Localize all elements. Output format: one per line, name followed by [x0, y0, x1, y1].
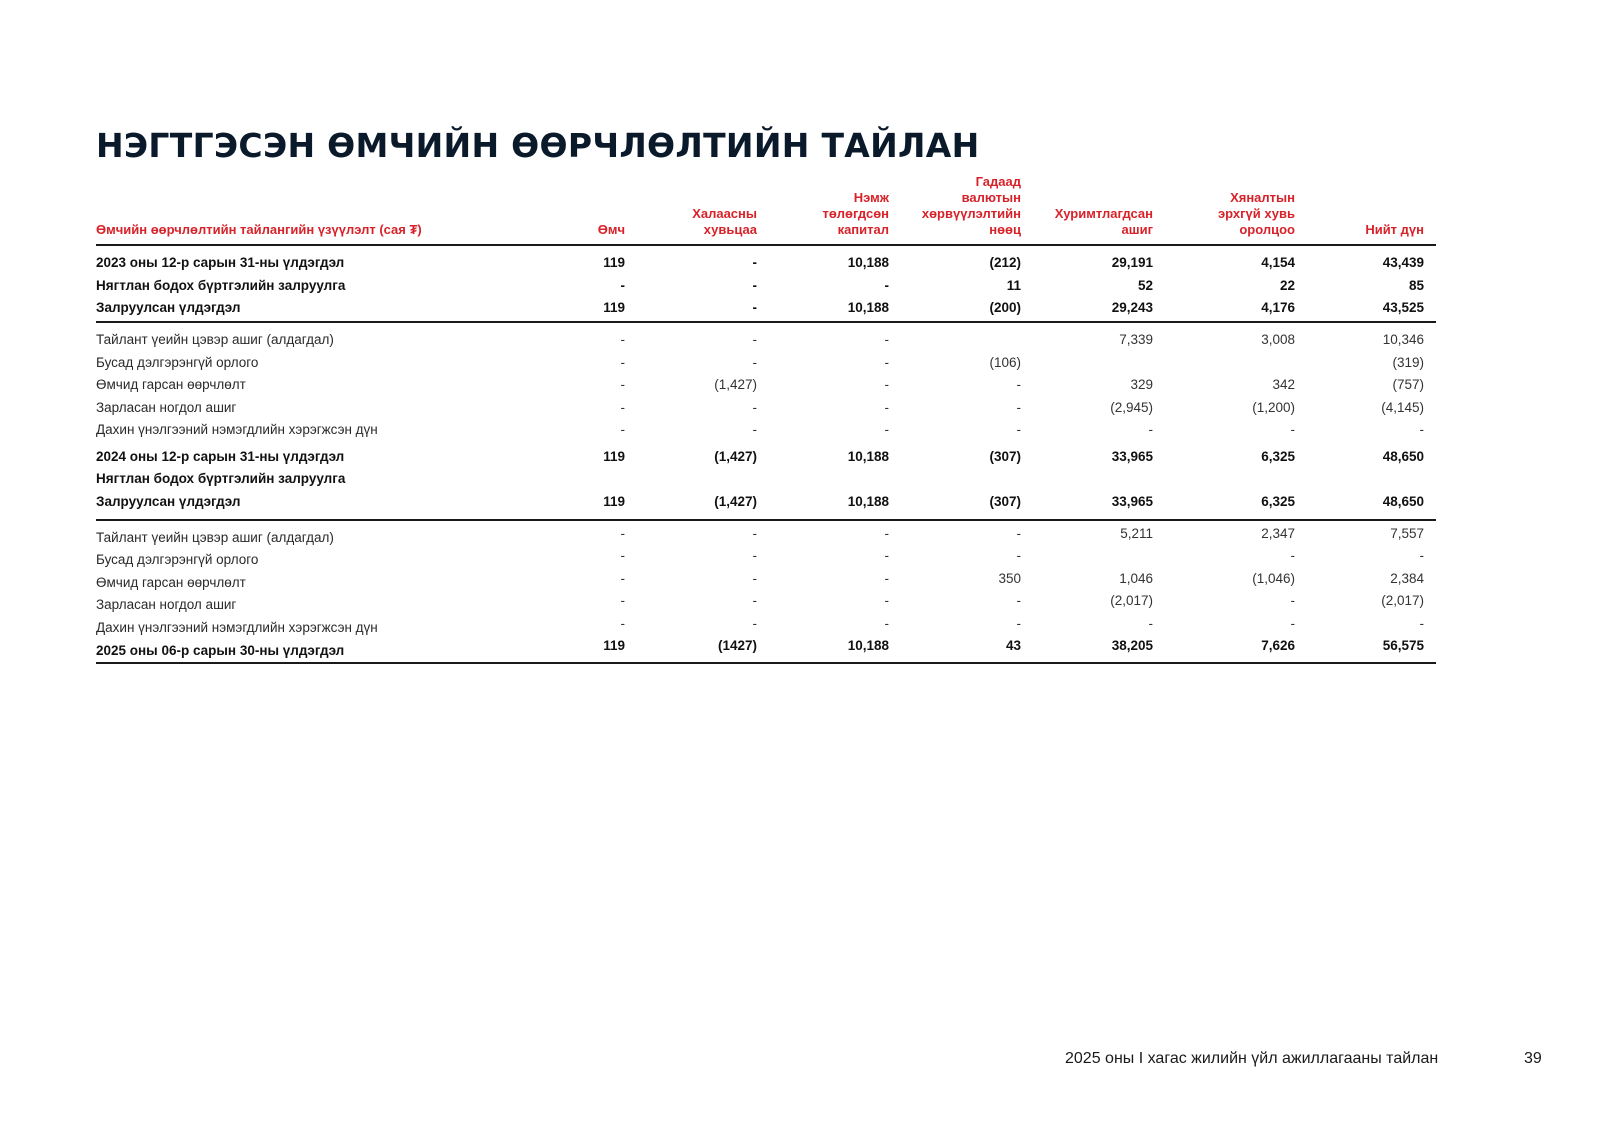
row-label: Дахин үнэлгээний нэмэгдлийн хэрэгжсэн дүн	[96, 422, 378, 437]
row-label: Нягтлан бодох бүртгэлийн залруулга	[96, 277, 346, 293]
cell: (757)	[1392, 377, 1424, 392]
table-row	[96, 491, 1436, 521]
cell: -	[884, 332, 889, 347]
cell: -	[884, 615, 889, 631]
cell: (1,046)	[1252, 570, 1295, 586]
table-row	[96, 613, 1436, 636]
row-label: 2025 оны 06-р сарын 30-ны үлдэгдэл	[96, 643, 345, 658]
cell: -	[620, 570, 625, 586]
cell: 7,557	[1390, 525, 1424, 541]
cell: -	[1148, 615, 1153, 631]
cell: 6,325	[1261, 493, 1295, 509]
row-label: Залруулсан үлдэгдэл	[96, 300, 241, 315]
cell: 56,575	[1382, 638, 1424, 653]
cell: -	[884, 422, 889, 437]
cell: 1,046	[1119, 570, 1153, 586]
cell: (1,427)	[714, 448, 757, 464]
table-row	[96, 419, 1436, 442]
row-label: Зарласан ногдол ашиг	[96, 399, 237, 415]
cell: (319)	[1392, 354, 1424, 370]
cell: -	[1290, 422, 1295, 437]
row-label: Дахин үнэлгээний нэмэгдлийн хэрэгжсэн дүн	[96, 619, 378, 635]
cell: -	[884, 277, 889, 293]
row-label: 2024 оны 12-р сарын 31-ны үлдэгдэл	[96, 448, 345, 464]
cell: -	[1419, 422, 1424, 437]
cell: 350	[998, 570, 1021, 586]
cell: -	[884, 377, 889, 392]
cell: -	[884, 399, 889, 415]
cell: (2,017)	[1381, 593, 1424, 608]
cell: -	[1016, 548, 1021, 563]
row-label: Тайлант үеийн цэвэр ашиг (алдагдал)	[96, 529, 334, 545]
row-label: Тайлант үеийн цэвэр ашиг (алдагдал)	[96, 332, 334, 347]
row-label: Зарласан ногдол ашиг	[96, 597, 237, 612]
cell: -	[620, 332, 625, 347]
cell: 43,439	[1382, 255, 1424, 270]
cell: 3,008	[1261, 332, 1295, 347]
cell: -	[620, 593, 625, 608]
cell: 29,191	[1111, 255, 1153, 270]
cell: -	[1290, 615, 1295, 631]
cell: -	[1290, 593, 1295, 608]
cell: -	[620, 399, 625, 415]
cell: 6,325	[1261, 448, 1295, 464]
cell: 33,965	[1111, 448, 1153, 464]
cell: -	[752, 422, 757, 437]
table-row	[96, 275, 1436, 298]
cell: 7,339	[1119, 332, 1153, 347]
table-row	[96, 352, 1436, 375]
cell: -	[620, 525, 625, 541]
cell: -	[884, 593, 889, 608]
table-row	[96, 545, 1436, 568]
cell: 119	[603, 448, 625, 464]
cell: 119	[603, 255, 625, 270]
row-label: Бусад дэлгэрэнгүй орлого	[96, 354, 259, 370]
cell: (1,427)	[714, 493, 757, 509]
cell: (307)	[989, 448, 1021, 464]
row-label: Өмчид гарсан өөрчлөлт	[96, 574, 246, 590]
cell: 5,211	[1120, 525, 1153, 541]
cell: -	[752, 570, 757, 586]
header-col-additional-paid-in-capital: Нэмж төлөгдсөн капитал	[822, 190, 889, 237]
cell: -	[620, 354, 625, 370]
page-title: НЭГТГЭСЭН ӨМЧИЙН ӨӨРЧЛӨЛТИЙН ТАЙЛАН	[96, 126, 980, 165]
cell: -	[752, 525, 757, 541]
cell: -	[620, 422, 625, 437]
row-label: Өмчид гарсан өөрчлөлт	[96, 377, 246, 392]
cell: (1427)	[717, 638, 757, 653]
cell: (200)	[989, 300, 1021, 315]
table-row	[96, 397, 1436, 420]
table-row	[96, 297, 1436, 323]
cell: 52	[1137, 277, 1153, 293]
cell: (1,200)	[1252, 399, 1295, 415]
table-row	[96, 446, 1436, 469]
cell: -	[752, 277, 757, 293]
cell: 43	[1005, 638, 1021, 653]
cell: -	[884, 354, 889, 370]
cell: -	[1016, 399, 1021, 415]
cell: (106)	[989, 354, 1021, 370]
cell: -	[1016, 615, 1021, 631]
header-col-fx-translation-reserve: Гадаад валютын хөрвүүлэлтийн нөөц	[921, 174, 1021, 237]
cell: 10,188	[847, 448, 889, 464]
cell: 33,965	[1111, 493, 1153, 509]
cell: 48,650	[1382, 448, 1424, 464]
table-row	[96, 252, 1436, 275]
row-label: 2023 оны 12-р сарын 31-ны үлдэгдэл	[96, 255, 345, 270]
cell: -	[1016, 525, 1021, 541]
table-header	[96, 172, 1436, 246]
cell: -	[1016, 422, 1021, 437]
cell: 342	[1272, 377, 1295, 392]
table-row	[96, 568, 1436, 591]
cell: 4,154	[1261, 255, 1295, 270]
cell: 119	[603, 493, 625, 509]
cell: -	[752, 300, 757, 315]
cell: 48,650	[1382, 493, 1424, 509]
cell: (2,945)	[1110, 399, 1153, 415]
cell: 10,346	[1382, 332, 1424, 347]
cell: -	[620, 615, 625, 631]
header-description: Өмчийн өөрчлөлтийн тайлангийн үзүүлэлт (сая ₮)	[96, 222, 422, 237]
cell: -	[1016, 377, 1021, 392]
cell: -	[884, 570, 889, 586]
cell: 10,188	[847, 255, 889, 270]
cell: (307)	[989, 493, 1021, 509]
header-col-non-controlling-interest: Хяналтын эрхгүй хувь оролцоо	[1217, 190, 1295, 237]
table-row	[96, 468, 1436, 491]
page-number: 39	[1524, 1050, 1542, 1067]
table-row	[96, 523, 1436, 546]
header-col-total: Нийт дүн	[1365, 222, 1424, 237]
cell: (1,427)	[714, 377, 757, 392]
cell: -	[1419, 615, 1424, 631]
equity-changes-table	[96, 172, 1436, 664]
header-col-retained-earnings: Хуримтлагдсан ашиг	[1054, 206, 1153, 237]
cell: -	[620, 377, 625, 392]
cell: 85	[1408, 277, 1424, 293]
table-row	[96, 329, 1436, 352]
cell: 10,188	[847, 493, 889, 509]
row-label: Нягтлан бодох бүртгэлийн залруулга	[96, 471, 346, 486]
cell: 11	[1006, 277, 1021, 293]
table-row	[96, 635, 1436, 664]
cell: 119	[603, 638, 625, 653]
cell: 7,626	[1261, 638, 1295, 653]
cell: -	[752, 354, 757, 370]
cell: -	[752, 255, 757, 270]
cell: 38,205	[1111, 638, 1153, 653]
cell: 2,384	[1390, 570, 1424, 586]
cell: -	[752, 615, 757, 631]
table-row	[96, 374, 1436, 397]
cell: -	[1148, 422, 1153, 437]
cell: -	[752, 399, 757, 415]
cell: -	[1419, 548, 1424, 563]
cell: 4,176	[1261, 300, 1295, 315]
cell: 22	[1279, 277, 1295, 293]
header-col-equity: Өмч	[597, 222, 625, 237]
cell: (4,145)	[1381, 399, 1424, 415]
footer-report-title: 2025 оны I хагас жилийн үйл ажиллагааны тайлан	[1065, 1050, 1439, 1067]
cell: 29,243	[1111, 300, 1153, 315]
cell: 2,347	[1261, 525, 1295, 541]
cell: 10,188	[847, 300, 889, 315]
cell: -	[884, 548, 889, 563]
cell: (2,017)	[1110, 593, 1153, 608]
cell: -	[884, 525, 889, 541]
cell: 10,188	[847, 638, 889, 653]
row-label: Залруулсан үлдэгдэл	[96, 493, 241, 509]
cell: 119	[603, 300, 625, 315]
cell: -	[752, 593, 757, 608]
header-col-treasury-shares: Халаасны хувьцаа	[692, 206, 757, 237]
cell: -	[1016, 593, 1021, 608]
cell: -	[620, 548, 625, 563]
cell: -	[620, 277, 625, 293]
cell: 43,525	[1382, 300, 1424, 315]
cell: -	[752, 332, 757, 347]
cell: (212)	[989, 255, 1021, 270]
cell: -	[752, 548, 757, 563]
table-row	[96, 590, 1436, 613]
cell: 329	[1130, 377, 1153, 392]
cell: -	[1290, 548, 1295, 563]
row-label: Бусад дэлгэрэнгүй орлого	[96, 552, 259, 567]
